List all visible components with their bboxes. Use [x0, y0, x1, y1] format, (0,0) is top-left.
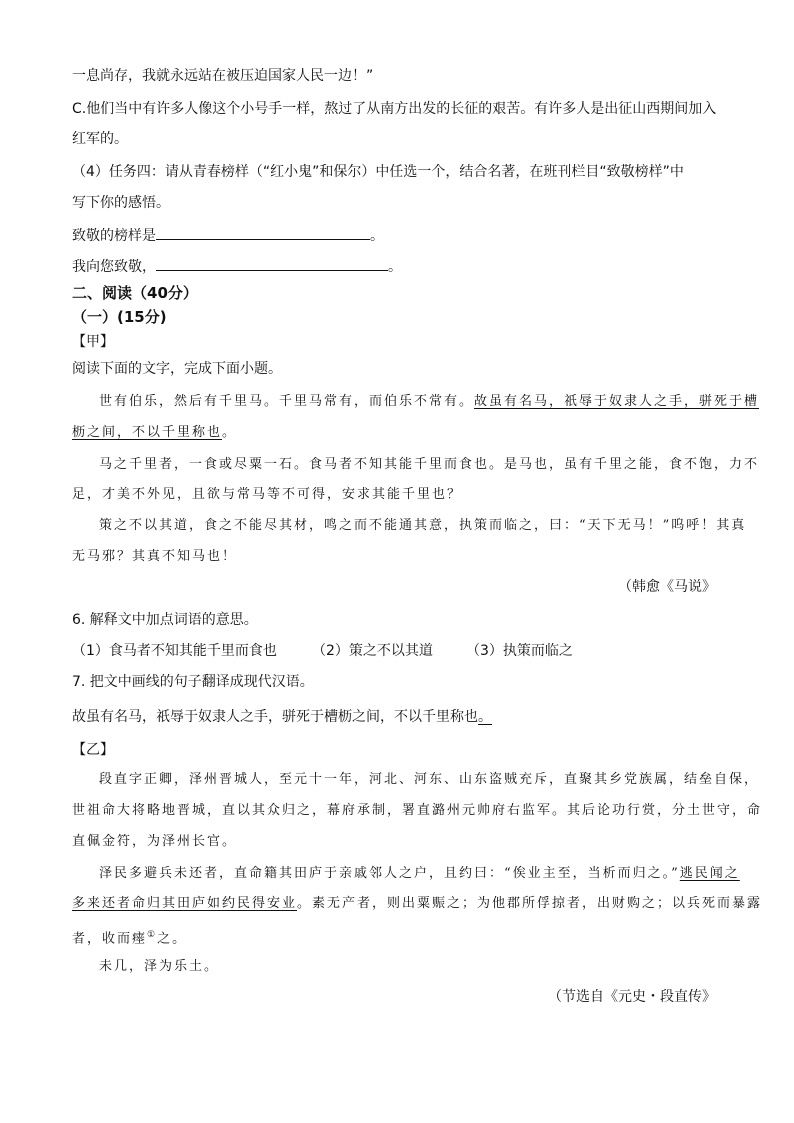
underlined-sentence: 枥之间，不以千里称也	[72, 425, 223, 440]
yi-paragraph-1-cont: 世祖命大将略地晋城，直以其众归之，幕府承制，署直潞州元帅府右监军。其后论功行赏，分土世守，命	[72, 803, 763, 818]
yi-source: （节选自《元史・段直传》	[548, 989, 716, 1005]
passage-label-jia: 【甲】	[72, 334, 114, 350]
question-7-sentence	[72, 707, 492, 727]
option-c-line1: C.他们当中有许多人像这个小号手一样，熬过了从南方出发的长征的艰苦。有许多人是出征山西期间加入	[72, 101, 717, 117]
jia-paragraph-2: 马之千里者，一食或尽粟一石。食马者不知其能千里而食也。是马也，虽有千里之能，食不饱，力不	[99, 457, 760, 472]
question-7: 7. 把文中画线的句子翻译成现代汉语。	[72, 674, 314, 690]
option-c-line2: 红军的。	[72, 131, 128, 147]
question-6: 6. 解释文中加点词语的意思。	[72, 612, 258, 628]
yi-paragraph-1: 段直字正卿，泽州晋城人，至元十一年，河北、河东、山东盗贼充斥，直聚其乡党族属，结垒自保，	[99, 772, 760, 787]
instructions: 阅读下面的文字，完成下面小题。	[72, 361, 282, 377]
passage-label-yi: 【乙】	[72, 742, 114, 758]
jia-source: （韩愈《马说》	[618, 579, 716, 595]
punct: 。	[478, 709, 492, 725]
answer-label: 我向您致敬，	[72, 259, 156, 275]
answer-blank[interactable]	[156, 256, 388, 271]
task4-line2: 写下你的感悟。	[72, 195, 170, 211]
punct: 。	[388, 259, 402, 275]
punct: 。	[222, 425, 238, 440]
text-line: 一息尚存，我就永远站在被压迫国家人民一边！”	[72, 68, 374, 84]
yi-paragraph-2-end	[72, 925, 187, 949]
yi-text: 泽民多避兵未还者，直命籍其田庐于亲戚邻人之户，且约曰：“俟业主至，当析而归之。”	[99, 866, 680, 881]
yi-text: 者，收而瘗	[72, 931, 148, 947]
punct: 。	[370, 228, 384, 244]
subsection-title: （一）(15分)	[72, 308, 167, 326]
translation-sentence: 故虽有名马，祇辱于奴隶人之手，骈死于槽枥之间，不以千里称也	[72, 709, 478, 725]
yi-paragraph-3: 未几，泽为乐土。	[99, 959, 220, 974]
underlined-sentence: 故虽有名马，祇辱于奴隶人之手，骈死于槽	[474, 394, 760, 409]
footnote-marker: ①	[147, 930, 158, 940]
yi-paragraph-2-cont	[72, 894, 762, 914]
section-title: 二、阅读（40分）	[72, 284, 198, 302]
yi-text: 之。	[157, 931, 188, 947]
question-6-items	[72, 641, 573, 661]
jia-paragraph-1-cont	[72, 423, 237, 443]
underlined-sentence: 逃民闻之	[679, 866, 740, 881]
yi-paragraph-2	[99, 864, 740, 884]
answer-line-tribute	[72, 256, 402, 277]
jia-paragraph-1	[99, 392, 759, 412]
underlined-sentence: 多来还者命归其田庐如约民得安业	[72, 896, 298, 911]
q6-item-1: （1）食马者不知其能千里而食也	[72, 643, 277, 659]
q6-item-3: （3）执策而临之	[466, 643, 573, 659]
q6-item-2: （2）策之不以其道	[312, 643, 433, 659]
jia-paragraph-3: 策之不以其道，食之不能尽其材，鸣之而不能通其意，执策而临之，曰：“天下无马！”呜呼！其真	[99, 518, 747, 533]
yi-text: 。素无产者，则出粟赈之；为他郡所俘掠者，出财购之；以兵死而暴露	[297, 896, 763, 911]
yi-paragraph-1-end: 直佩金符，为泽州长官。	[72, 834, 238, 849]
answer-line-model	[72, 225, 384, 246]
task4-line1: （4）任务四：请从青春榜样（“红小鬼”和保尔）中任选一个，结合名著，在班刊栏目“致敬榜样”中	[72, 164, 684, 180]
jia-paragraph-2-cont: 足，才美不外见，且欲与常马等不可得，安求其能千里也？	[72, 487, 463, 502]
answer-blank[interactable]	[156, 225, 370, 240]
jia-paragraph-3-cont: 无马邪？其真不知马也！	[72, 549, 238, 564]
answer-label: 致敬的榜样是	[72, 228, 156, 244]
jia-text: 世有伯乐，然后有千里马。千里马常有，而伯乐不常有。	[99, 394, 475, 409]
